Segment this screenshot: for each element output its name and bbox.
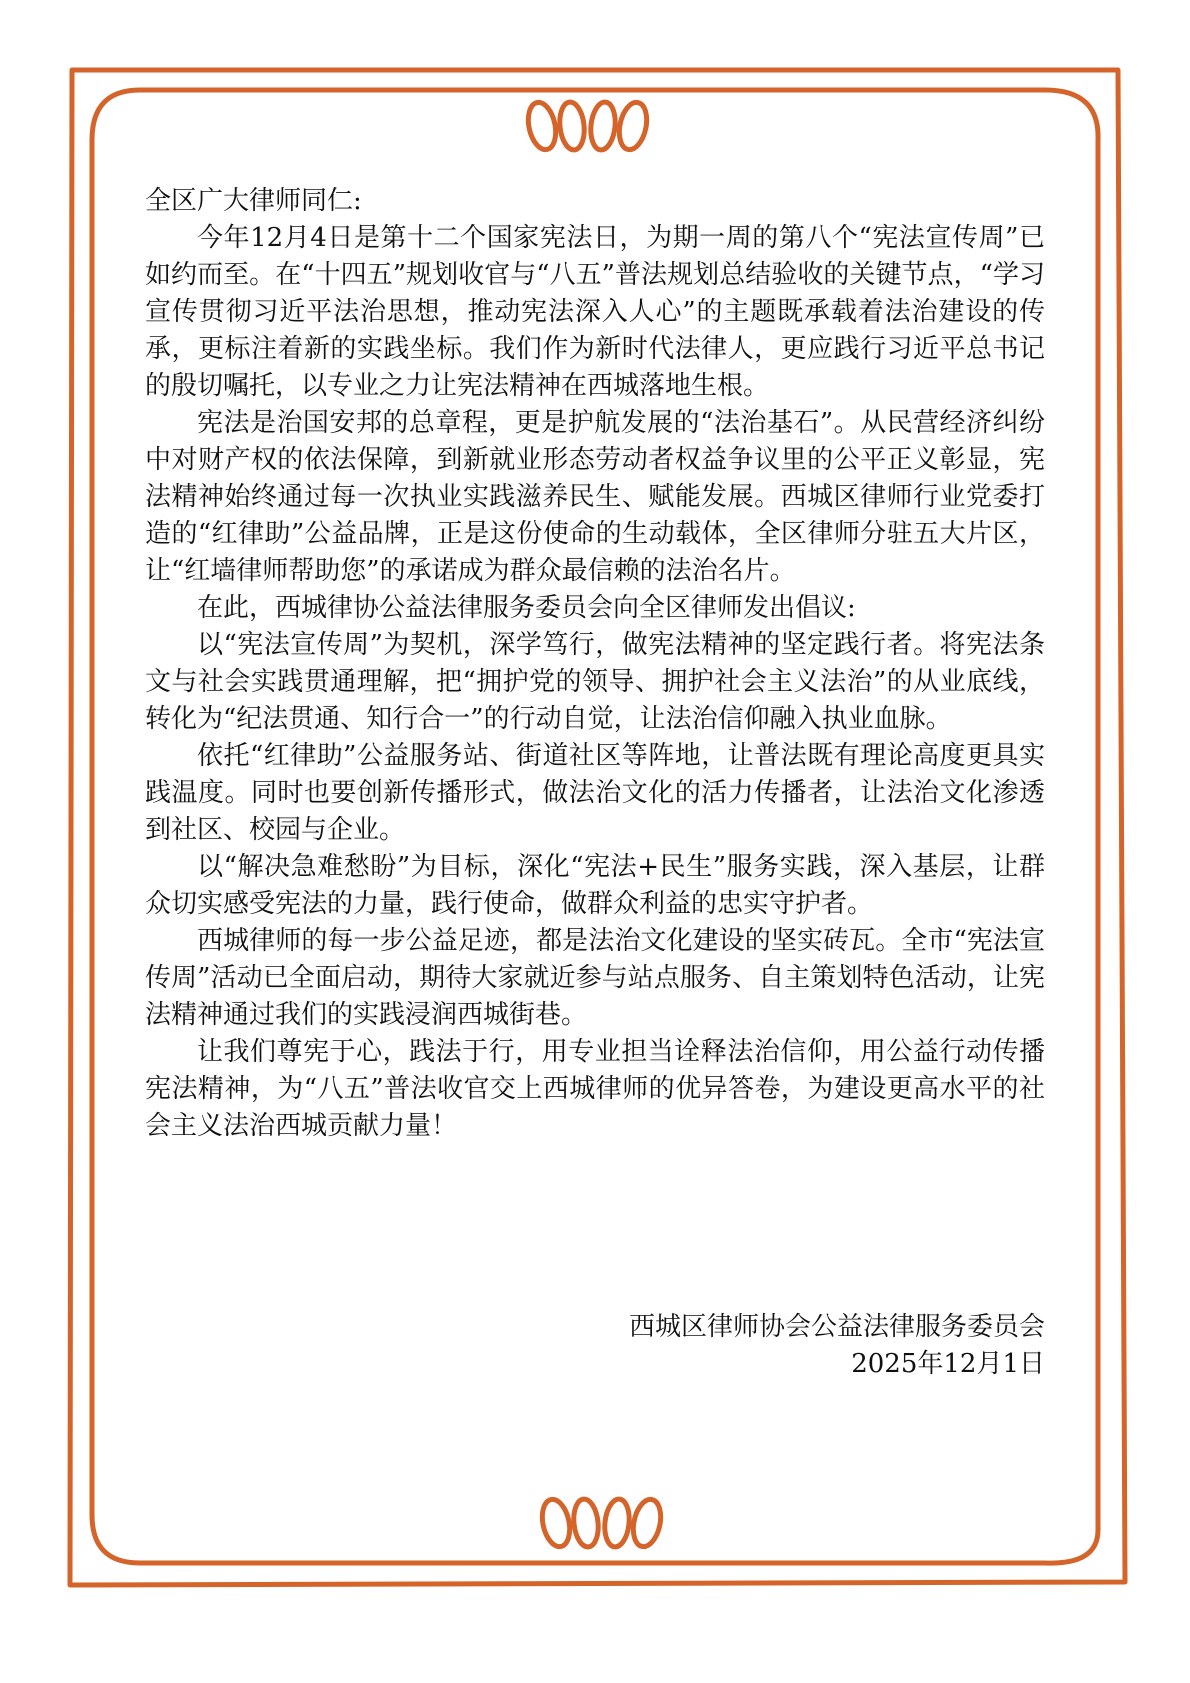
paragraph: 以“宪法宣传周”为契机，深学笃行，做宪法精神的坚定践行者。将宪法条文与社会实践贯通理解，把“拥护党的领导、拥护社会主义法治”的从业底线，转化为“纪法贯通、知行合一”的行动自觉，让法治信仰融入执业血脉。 — [145, 630, 1045, 734]
paragraph: 在此，西城律协公益法律服务委员会向全区律师发出倡议: — [197, 593, 856, 623]
letter-body — [145, 183, 1045, 1145]
bottom-ornament-icon — [538, 1497, 664, 1549]
paragraph: 让我们尊宪于心，践法于行，用专业担当诠释法治信仰，用公益行动传播宪法精神，为“八五”普法收官交上西城律师的优异答卷，为建设更高水平的社会主义法治西城贡献力量！ — [145, 1037, 1045, 1141]
salutation: 全区广大律师同仁: — [145, 186, 362, 216]
signature-date: 2025年12月1日 — [851, 1349, 1045, 1379]
paragraph: 西城律师的每一步公益足迹，都是法治文化建设的坚实砖瓦。全市“宪法宣传周”活动已全面启动，期待大家就近参与站点服务、自主策划特色活动，让宪法精神通过我们的实践浸润西城街巷。 — [145, 926, 1045, 1030]
paragraph: 依托“红律助”公益服务站、街道社区等阵地，让普法既有理论高度更具实践温度。同时也要创新传播形式，做法治文化的活力传播者，让法治文化渗透到社区、校园与企业。 — [145, 741, 1045, 845]
signature-organization: 西城区律师协会公益法律服务委员会 — [628, 1312, 1045, 1342]
top-ornament-icon — [524, 100, 650, 152]
paragraph: 宪法是治国安邦的总章程，更是护航发展的“法治基石”。从民营经济纠纷中对财产权的依法保障，到新就业形态劳动者权益争议里的公平正义彰显，宪法精神始终通过每一次执业实践滋养民生、赋能发展。西城区律师行业党委打造的“红律助”公益品牌，正是这份使命的生动载体，全区律师分驻五大片区，让“红墙律师帮助您”的承诺成为群众最信赖的法治名片。 — [145, 408, 1045, 586]
paragraph: 今年12月4日是第十二个国家宪法日，为期一周的第八个“宪法宣传周”已如约而至。在“十四五”规划收官与“八五”普法规划总结验收的关键节点，“学习宣传贯彻习近平法治思想，推动宪法深入人心”的主题既承载着法治建设的传承，更标注着新的实践坐标。我们作为新时代法律人，更应践行习近平总书记的殷切嘱托，以专业之力让宪法精神在西城落地生根。 — [145, 223, 1045, 401]
signature-block — [145, 1309, 1045, 1383]
paragraph: 以“解决急难愁盼”为目标，深化“宪法+民生”服务实践，深入基层，让群众切实感受宪法的力量，践行使命，做群众利益的忠实守护者。 — [145, 852, 1045, 919]
